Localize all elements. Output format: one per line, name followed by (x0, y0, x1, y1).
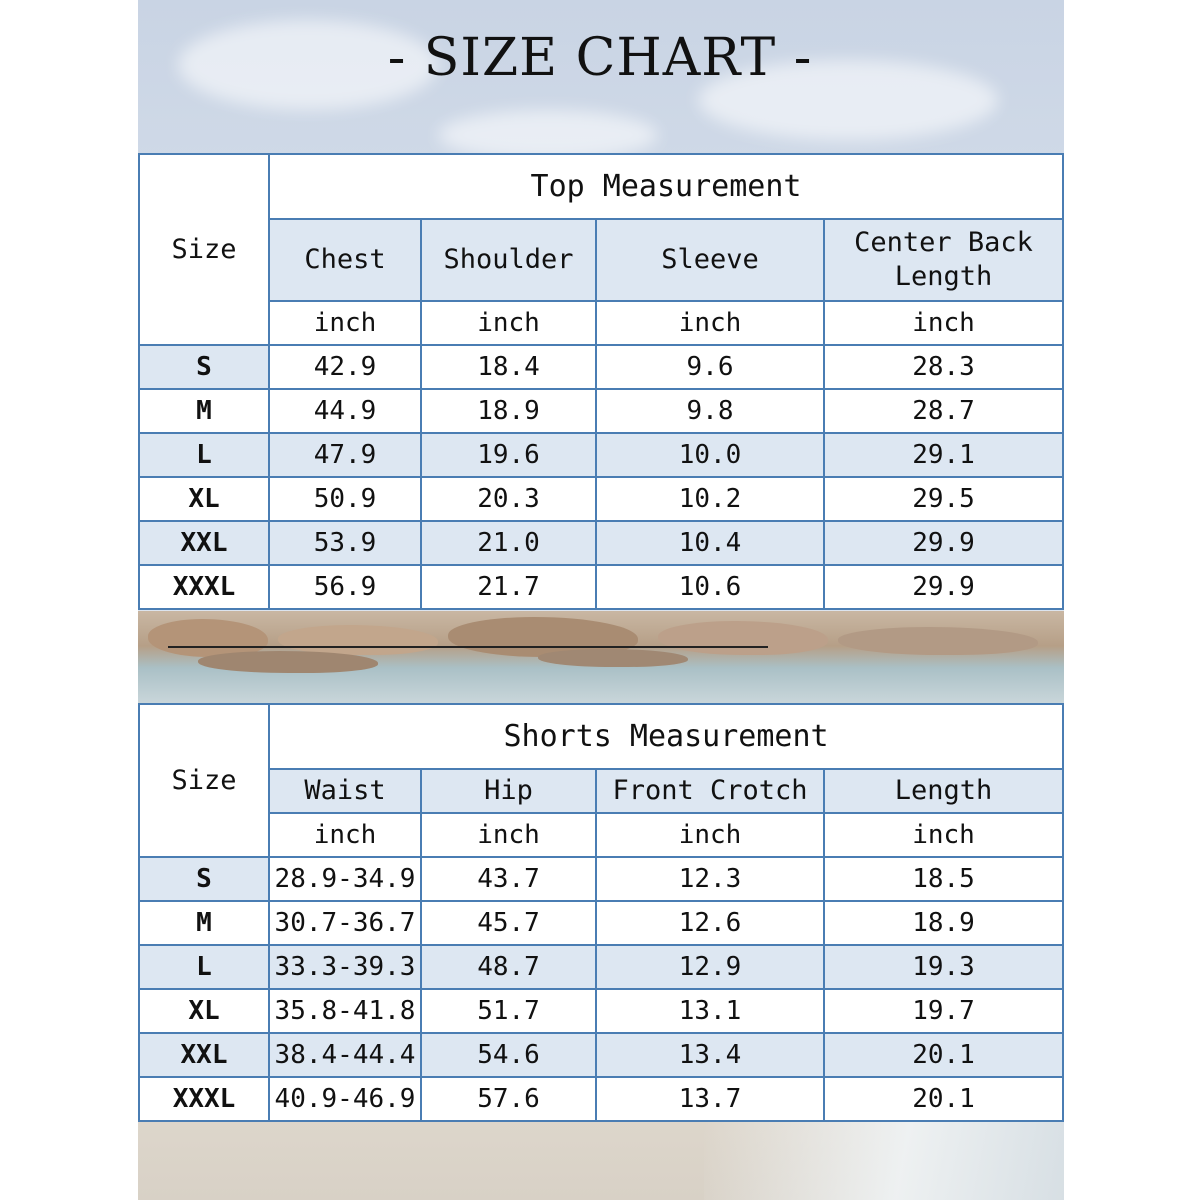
value-cell: 50.9 (269, 477, 421, 521)
table-row (139, 901, 1063, 945)
rock (658, 621, 828, 655)
value-cell: 47.9 (269, 433, 421, 477)
column-header-chest: Chest (269, 219, 421, 301)
value-cell: 18.4 (421, 345, 596, 389)
table-row (139, 1033, 1063, 1077)
value-cell: 10.6 (596, 565, 824, 609)
value-cell: 28.3 (824, 345, 1063, 389)
size-cell: XXL (139, 1033, 269, 1077)
value-cell: 19.7 (824, 989, 1063, 1033)
beach-sand-image (138, 1122, 1064, 1200)
size-cell: XXXL (139, 1077, 269, 1121)
value-cell: 21.7 (421, 565, 596, 609)
value-cell: 29.1 (824, 433, 1063, 477)
size-header: Size (139, 704, 269, 857)
value-cell: 45.7 (421, 901, 596, 945)
top-measurement-table (138, 153, 1064, 610)
value-cell: 44.9 (269, 389, 421, 433)
value-cell: 42.9 (269, 345, 421, 389)
value-cell: 20.1 (824, 1033, 1063, 1077)
rocky-shore-image (138, 611, 1064, 703)
size-cell: M (139, 389, 269, 433)
top-measurement-heading: Top Measurement (269, 154, 1063, 219)
unit-label: inch (824, 813, 1063, 857)
value-cell: 54.6 (421, 1033, 596, 1077)
table-row (139, 945, 1063, 989)
table-row (139, 857, 1063, 901)
value-cell: 40.9-46.9 (269, 1077, 421, 1121)
value-cell: 10.4 (596, 521, 824, 565)
value-cell: 53.9 (269, 521, 421, 565)
unit-label: inch (596, 813, 824, 857)
value-cell: 9.8 (596, 389, 824, 433)
value-cell: 28.7 (824, 389, 1063, 433)
value-cell: 13.1 (596, 989, 824, 1033)
unit-label: inch (269, 301, 421, 345)
value-cell: 21.0 (421, 521, 596, 565)
table-row (139, 477, 1063, 521)
size-cell: XL (139, 989, 269, 1033)
column-header-shoulder: Shoulder (421, 219, 596, 301)
table-row (139, 989, 1063, 1033)
unit-label: inch (421, 813, 596, 857)
value-cell: 10.2 (596, 477, 824, 521)
table-row (139, 565, 1063, 609)
value-cell: 51.7 (421, 989, 596, 1033)
value-cell: 12.3 (596, 857, 824, 901)
table-row (139, 521, 1063, 565)
value-cell: 43.7 (421, 857, 596, 901)
size-cell: XL (139, 477, 269, 521)
value-cell: 12.6 (596, 901, 824, 945)
value-cell: 13.4 (596, 1033, 824, 1077)
page-title: - SIZE CHART - (387, 28, 813, 88)
value-cell: 28.9-34.9 (269, 857, 421, 901)
value-cell: 18.9 (421, 389, 596, 433)
value-cell: 19.6 (421, 433, 596, 477)
size-cell: L (139, 433, 269, 477)
value-cell: 12.9 (596, 945, 824, 989)
divider-line (168, 646, 768, 648)
size-header: Size (139, 154, 269, 345)
value-cell: 19.3 (824, 945, 1063, 989)
column-header-sleeve: Sleeve (596, 219, 824, 301)
rock (838, 627, 1038, 655)
value-cell: 20.1 (824, 1077, 1063, 1121)
value-cell: 18.5 (824, 857, 1063, 901)
size-cell: XXL (139, 521, 269, 565)
value-cell: 18.9 (824, 901, 1063, 945)
rock (538, 649, 688, 667)
column-header-front-crotch: Front Crotch (596, 769, 824, 813)
value-cell: 29.9 (824, 565, 1063, 609)
unit-label: inch (596, 301, 824, 345)
column-header-waist: Waist (269, 769, 421, 813)
shorts-measurement-heading: Shorts Measurement (269, 704, 1063, 769)
size-cell: S (139, 857, 269, 901)
column-header-center-back-length: Center Back Length (824, 219, 1063, 301)
unit-label: inch (269, 813, 421, 857)
value-cell: 56.9 (269, 565, 421, 609)
rock (198, 651, 378, 673)
value-cell: 30.7-36.7 (269, 901, 421, 945)
value-cell: 33.3-39.3 (269, 945, 421, 989)
column-header-length: Length (824, 769, 1063, 813)
sea-foam (704, 1122, 1064, 1200)
value-cell: 38.4-44.4 (269, 1033, 421, 1077)
table-row (139, 389, 1063, 433)
value-cell: 48.7 (421, 945, 596, 989)
column-header-hip: Hip (421, 769, 596, 813)
value-cell: 35.8-41.8 (269, 989, 421, 1033)
table-row (139, 433, 1063, 477)
shorts-measurement-table (138, 703, 1064, 1122)
unit-label: inch (824, 301, 1063, 345)
size-cell: L (139, 945, 269, 989)
value-cell: 29.5 (824, 477, 1063, 521)
size-cell: XXXL (139, 565, 269, 609)
value-cell: 9.6 (596, 345, 824, 389)
value-cell: 57.6 (421, 1077, 596, 1121)
size-cell: M (139, 901, 269, 945)
size-cell: S (139, 345, 269, 389)
value-cell: 13.7 (596, 1077, 824, 1121)
table-row (139, 1077, 1063, 1121)
unit-label: inch (421, 301, 596, 345)
value-cell: 20.3 (421, 477, 596, 521)
table-row (139, 345, 1063, 389)
value-cell: 29.9 (824, 521, 1063, 565)
value-cell: 10.0 (596, 433, 824, 477)
